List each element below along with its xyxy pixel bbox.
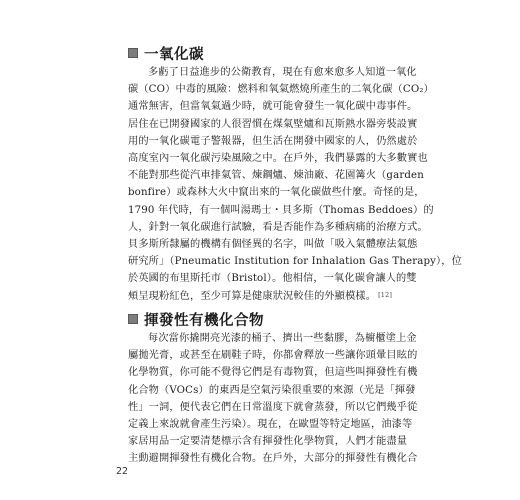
- text-line: 化合物（VOCs）的東西是空氣污染很重要的來源（光是「揮發: [128, 384, 416, 396]
- text-line: 於英國的布里斯托市（Bristol）。他相信，一氧化碳會讓人的雙: [128, 273, 417, 285]
- text-line: 每次當你撬開亮光漆的桶子、擠出一些黏膠，為櫥櫃塗上金: [148, 333, 417, 344]
- page-number: 22: [116, 466, 129, 477]
- text-line: 貝多斯所隸屬的機構有個怪異的名字，叫做「吸入氣體療法氣態: [128, 238, 418, 250]
- section-title: 揮發性有機化合物: [144, 312, 264, 329]
- text-line: 用的一氧化碳電子警報器，但生活在開發中國家的人，仍然處於: [128, 135, 418, 147]
- text-line: 不能對那些從汽車排氣管、煉鋼爐、煉油廠、花園篝火（garden: [128, 170, 424, 182]
- text-line-last: [128, 287, 396, 304]
- square-bullet-icon: [128, 48, 138, 58]
- text-line: 居住在已開發國家的人很習慣在煤氣壁爐和瓦斯熱水器旁裝設實: [128, 118, 418, 130]
- text-line: 主動避開揮發性有機化合物。在戶外，大部分的揮發性有機化合: [128, 453, 418, 465]
- text-line: 碳（CO）中毒的風險：燃料和氧氣燃燒所產生的二氧化碳（CO₂）: [128, 84, 434, 96]
- text-line: 定義上來說就會產生污染）。現在，在歐盟等特定地區，油漆等: [128, 418, 413, 430]
- paragraph-carbon-monoxide: [128, 64, 462, 305]
- text-line: 人，針對一氧化碳進行試驗，看是否能作為多種病痛的治療方式。: [128, 221, 428, 233]
- text-line: 屬拋光膏，或甚至在刷鞋子時，你都會釋放一些讓你頭暈目眩的: [128, 350, 418, 362]
- section-heading-carbon-monoxide: [128, 42, 204, 64]
- square-bullet-icon: [128, 314, 138, 324]
- text-line: 高度室內一氧化碳污染風險之中。在戶外，我們暴露的大多數實也: [128, 152, 428, 164]
- text-line: 多虧了日益進步的公衛教育，現在有愈來愈多人知道一氧化: [148, 67, 417, 78]
- paragraph-vocs: [128, 330, 418, 468]
- section-title: 一氧化碳: [144, 46, 204, 63]
- text-line: 1790 年代時，有一個叫湯瑪士・貝多斯（Thomas Beddoes）的: [128, 204, 434, 216]
- section-heading-vocs: [128, 308, 264, 330]
- text-line: 化學物質，你可能不覺得它們是有毒物質，但這些叫揮發性有機: [128, 367, 418, 379]
- text-line-content: 頰呈現粉紅色，至少可算是健康狀況較佳的外顯模樣。: [128, 291, 377, 303]
- footnote-marker: [12]: [378, 291, 393, 300]
- text-line: 性」一詞，便代表它們在日常溫度下就會蒸發，所以它們幾乎從: [128, 401, 418, 413]
- text-line: bonfire）或森林大火中竄出來的一氧化碳做些什麼。奇怪的是，: [128, 187, 425, 199]
- text-line: 家居用品一定要清楚標示含有揮發性化學物質，人們才能盡量: [128, 436, 408, 448]
- text-line: 研究所」（Pneumatic Institution for Inhalation Gas Therapy），位: [128, 256, 462, 268]
- text-line: 通常無害，但當氧氣過少時，就可能會發生一氧化碳中毒事件。: [128, 101, 418, 113]
